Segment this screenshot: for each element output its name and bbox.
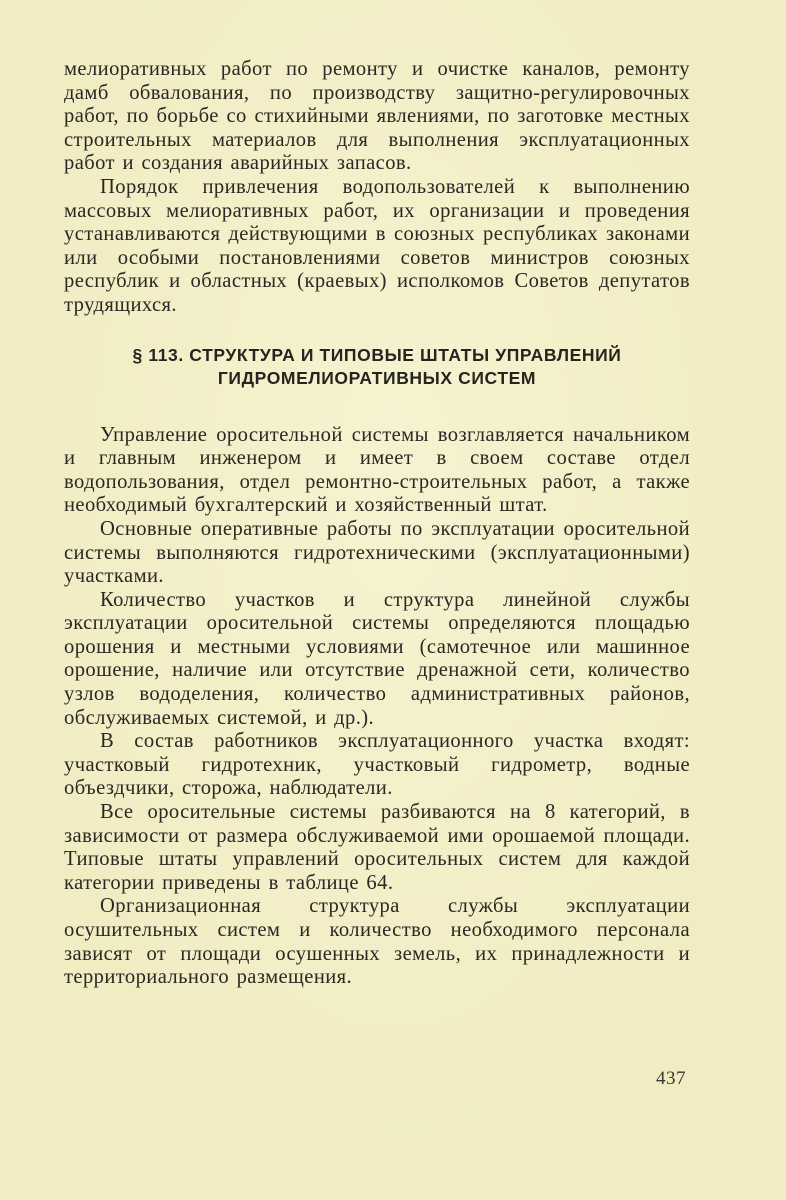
paragraph-linear-service: Количество участков и структура линейной службы эксплуатации оросительной системы определяются площадью орошения и местными условиями (самотечное или машинное орошение, наличие или отсутствие дренажной сети, количество узлов вододеления, количество административных районов, обслуживаемых системой, и др.). <box>64 588 690 729</box>
paragraph-involvement-order: Порядок привлечения водопользователей к выполнению массовых мелиоративных работ, их организации и проведения устанавливаются действующими в союзных республиках законами или особыми постановлениями советов министров союзных республик и областных (краевых) исполкомов Советов депутатов трудящихся. <box>64 175 690 316</box>
paragraph-management: Управление оросительной системы возглавляется начальником и главным инженером и имеет в своем составе отдел водопользования, отдел ремонтно-строительных работ, а также необходимый бухгалтерский и хозяйственный штат. <box>64 423 690 517</box>
page-number: 437 <box>656 1068 686 1089</box>
section-heading-line-1: § 113. СТРУКТУРА И ТИПОВЫЕ ШТАТЫ УПРАВЛЕНИЙ <box>132 344 622 365</box>
paragraph-operational-works: Основные оперативные работы по эксплуатации оросительной системы выполняются гидротехническими (эксплуатационными) участками. <box>64 517 690 588</box>
page-content <box>64 58 690 990</box>
paragraph-categories: Все оросительные системы разбиваются на 8 категорий, в зависимости от размера обслуживаемой ими орошаемой площади. Типовые штаты управлений оросительных систем для каждой категории приведены в таблице 64. <box>64 801 690 894</box>
paragraph-staff-composition: В состав работников эксплуатационного участка входят: участковый гидротехник, участковый гидрометр, водные объездчики, сторожа, наблюдатели. <box>64 730 690 800</box>
paragraph-drainage-structure: Организационная структура службы эксплуатации осушительных систем и количество необходимого персонала зависят от площади осушенных земель, их принадлежности и территориального размещения. <box>64 895 690 989</box>
paragraph-continuation: мелиоративных работ по ремонту и очистке каналов, ремонту дамб обвалования, по производству защитно-регулировочных работ, по борьбе со стихийными явлениями, по заготовке местных строительных материалов для выполнения эксплуатационных работ и создания аварийных запасов. <box>64 58 690 175</box>
section-heading-line-2: ГИДРОМЕЛИОРАТИВНЫХ СИСТЕМ <box>217 367 537 388</box>
section-heading <box>64 344 690 390</box>
